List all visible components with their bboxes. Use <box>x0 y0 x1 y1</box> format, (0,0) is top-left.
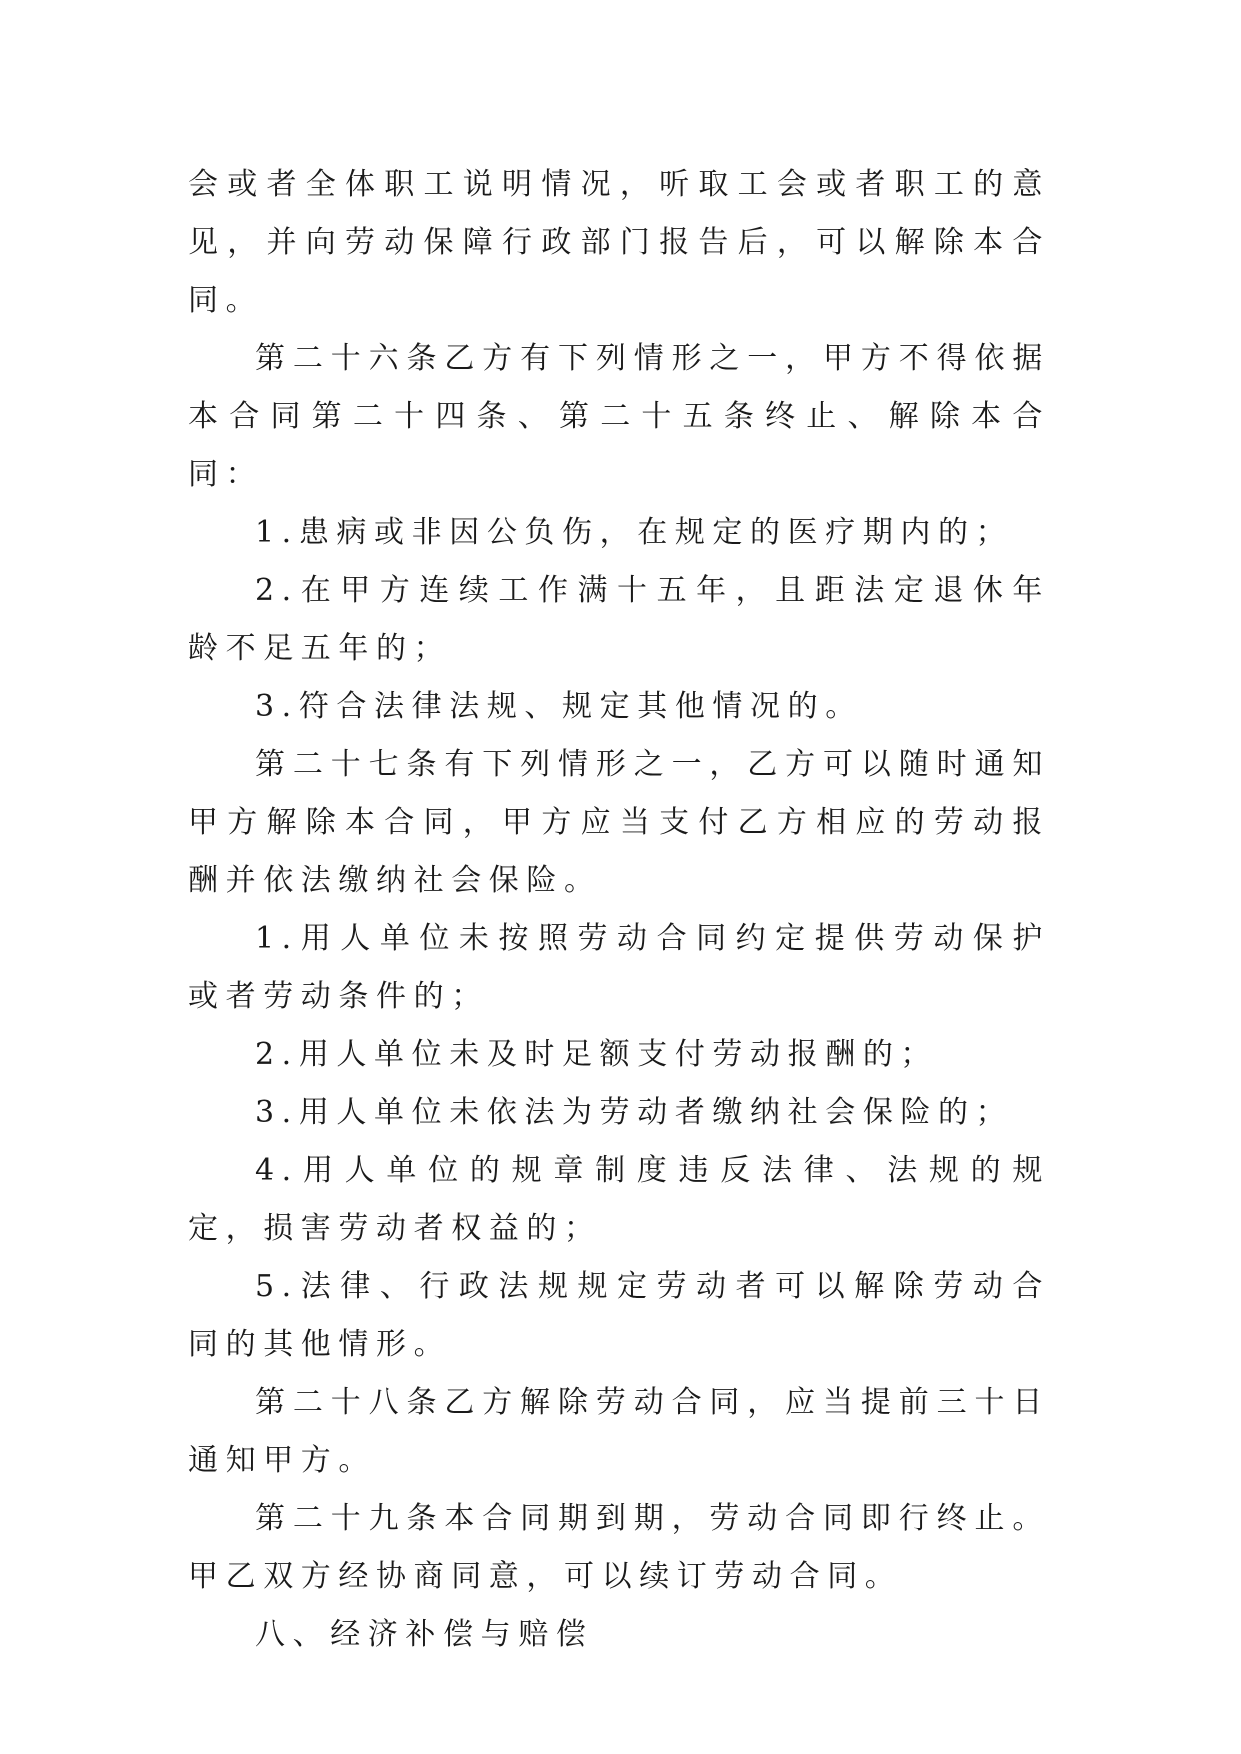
paragraph-article-27: 第二十七条有下列情形之一，乙方可以随时通知甲方解除本合同，甲方应当支付乙方相应的劳动报酬并依法缴纳社会保险。 <box>188 747 1050 898</box>
list-item: 3.用人单位未依法为劳动者缴纳社会保险的； <box>255 1095 1014 1130</box>
list-item: 2.用人单位未及时足额支付劳动报酬的； <box>255 1037 939 1072</box>
document-body <box>188 156 1050 1664</box>
list-item: 3.符合法律法规、规定其他情况的。 <box>255 689 863 724</box>
list-item: 1.用人单位未按照劳动合同约定提供劳动保护或者劳动条件的； <box>188 921 1050 1014</box>
paragraph-continuation: 会或者全体职工说明情况，听取工会或者职工的意见，并向劳动保障行政部门报告后，可以解除本合同。 <box>188 167 1050 318</box>
paragraph-article-26: 第二十六条乙方有下列情形之一，甲方不得依据本合同第二十四条、第二十五条终止、解除本合同： <box>188 341 1050 492</box>
paragraph-article-28: 第二十八条乙方解除劳动合同，应当提前三十日通知甲方。 <box>188 1385 1050 1478</box>
paragraph-article-29: 第二十九条本合同期到期，劳动合同即行终止。甲乙双方经协商同意，可以续订劳动合同。 <box>188 1501 1050 1594</box>
list-item: 5.法律、行政法规规定劳动者可以解除劳动合同的其他情形。 <box>188 1269 1050 1362</box>
list-item: 2.在甲方连续工作满十五年，且距法定退休年龄不足五年的； <box>188 573 1050 666</box>
list-item: 1.患病或非因公负伤，在规定的医疗期内的； <box>255 515 1014 550</box>
section-heading: 八、经济补偿与赔偿 <box>255 1617 594 1652</box>
list-item: 4.用人单位的规章制度违反法律、法规的规定，损害劳动者权益的； <box>188 1153 1050 1246</box>
